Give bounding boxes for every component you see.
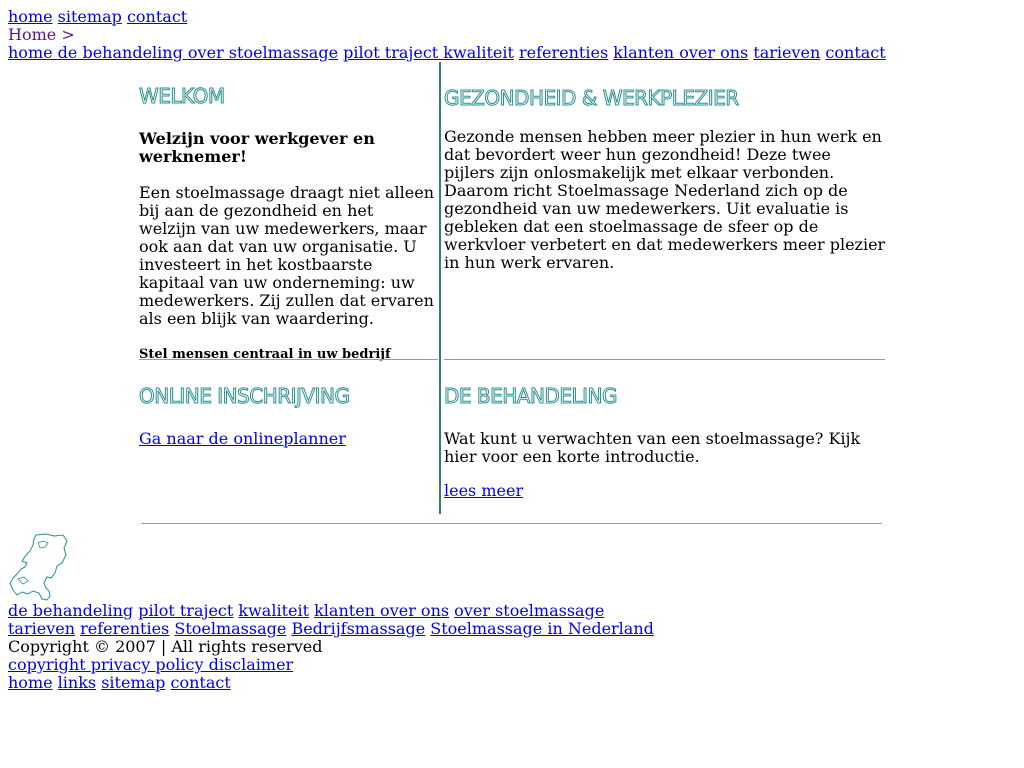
main-nav-over-label: over stoelmassage	[187, 43, 339, 62]
main-nav-kwaliteit-label: kwaliteit	[443, 43, 514, 62]
bottom-nav-home[interactable]: home	[8, 673, 53, 692]
right-divider	[444, 359, 885, 360]
inschrijving-section	[139, 384, 435, 448]
vertical-divider	[439, 62, 441, 514]
bottom-nav-links[interactable]: links	[57, 673, 97, 692]
left-divider	[139, 359, 438, 360]
main-nav-pilot-label: pilot traject	[343, 43, 439, 62]
behandeling-body: Wat kunt u verwachten van een stoelmassage? Kijk hier voor een korte introductie.	[444, 429, 861, 466]
bottom-divider	[141, 523, 882, 524]
behandeling-section	[444, 384, 884, 500]
top-nav-contact[interactable]: contact	[126, 7, 188, 26]
gezondheid-section	[444, 86, 886, 272]
footer-link-referenties[interactable]: referenties	[80, 619, 170, 638]
footer-bottom-nav	[8, 674, 231, 692]
inschrijving-title: ONLINE INSCHRIJVING	[139, 384, 350, 408]
footer-link-bedrijfsmassage[interactable]: Bedrijfsmassage	[291, 619, 426, 638]
legal-disclaimer-label: disclaimer	[208, 655, 294, 674]
main-nav-tarieven[interactable]: tarieven	[753, 43, 821, 62]
main-nav-klanten[interactable]: klanten over ons	[613, 43, 749, 62]
main-nav-home[interactable]	[8, 43, 338, 62]
welkom-title: WELKOM	[139, 84, 225, 108]
main-nav-behandeling-label: de behandeling	[57, 43, 183, 62]
lees-meer-link[interactable]: lees meer	[444, 481, 524, 500]
main-nav-contact[interactable]: contact	[825, 43, 886, 62]
main-nav	[8, 44, 886, 62]
breadcrumb	[8, 26, 75, 44]
footer-link-pilot[interactable]: pilot traject	[138, 601, 234, 620]
welkom-body: Een stoelmassage draagt niet alleen bij aan de gezondheid en het welzijn van uw medewerkers, maar ook aan dat van uw organisatie. U investeert in het kostbaarste kapitaal van uw onderneming: uw medewerkers. Zij zullen dat ervaren als een blijk van waardering.	[139, 183, 435, 328]
main-nav-referenties[interactable]: referenties	[519, 43, 609, 62]
top-nav-home[interactable]: home	[8, 7, 53, 26]
footer-legal	[8, 656, 293, 674]
bottom-nav-contact[interactable]: contact	[170, 673, 231, 692]
onlineplanner-link[interactable]: Ga naar de onlineplanner	[139, 429, 346, 448]
footer-link-kwaliteit[interactable]: kwaliteit	[238, 601, 310, 620]
footer-link-tarieven[interactable]: tarieven	[8, 619, 76, 638]
copyright-text: Copyright © 2007 | All rights reserved	[8, 637, 323, 656]
legal-privacy-label: privacy policy	[90, 655, 204, 674]
legal-copyright-label: copyright	[8, 655, 86, 674]
main-nav-home-label: home	[8, 43, 53, 62]
footer-link-over[interactable]: over stoelmassage	[454, 601, 605, 620]
behandeling-title: DE BEHANDELING	[444, 384, 617, 408]
welkom-section	[139, 84, 435, 363]
footer-links-row2	[8, 620, 654, 638]
bottom-nav-sitemap[interactable]: sitemap	[101, 673, 166, 692]
footer-links-row1	[8, 602, 604, 620]
footer-link-klanten[interactable]: klanten over ons	[314, 601, 450, 620]
footer-link-stoelmassage[interactable]: Stoelmassage	[174, 619, 287, 638]
welkom-heading: Welzijn voor werkgever en werknemer!	[139, 129, 375, 166]
gezondheid-title: GEZONDHEID & WERKPLEZIER	[444, 86, 739, 110]
gezondheid-body: Gezonde mensen hebben meer plezier in hun werk en dat bevordert weer hun gezondheid! Deze twee pijlers zijn onlosmakelijk met elkaar verbonden. Daarom richt Stoelmassage Nederland zich op de gezondheid van uw medewerkers. Uit evaluatie is gebleken dat een stoelmassage de sfeer op de werkvloer verbetert en dat medewerkers meer plezier in hun werk ervaren.	[444, 127, 886, 272]
top-nav	[8, 8, 187, 26]
legal-links[interactable]	[8, 655, 293, 674]
footer-link-stoelmassage-nl[interactable]: Stoelmassage in Nederland	[430, 619, 654, 638]
breadcrumb-home[interactable]: Home >	[8, 25, 75, 44]
main-nav-pilot[interactable]	[343, 43, 514, 62]
netherlands-map-icon	[8, 533, 68, 601]
welkom-tagline: Stel mensen centraal in uw bedrijf	[139, 347, 391, 362]
top-nav-sitemap[interactable]: sitemap	[57, 7, 122, 26]
footer-link-behandeling[interactable]: de behandeling	[8, 601, 134, 620]
